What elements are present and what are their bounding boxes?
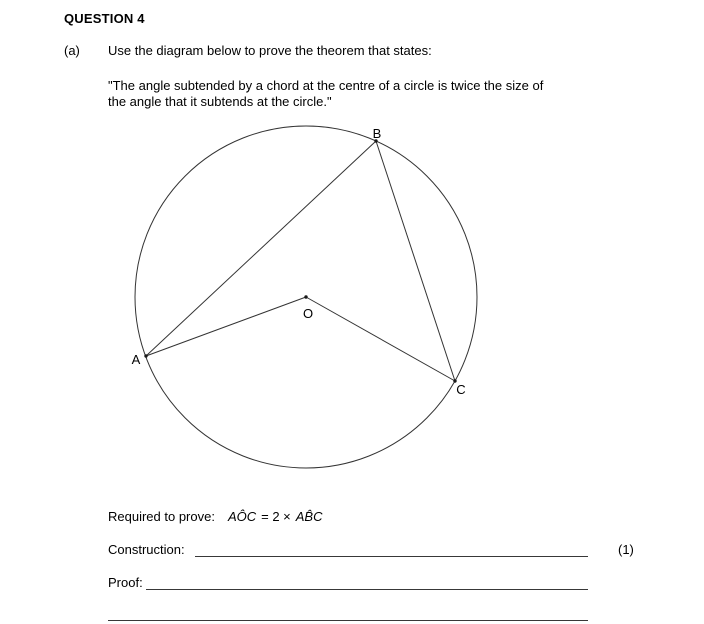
proof-label: Proof:: [108, 575, 143, 590]
required-to-prove-row: [108, 509, 323, 524]
construction-label: Construction:: [108, 542, 185, 557]
equation-rhs: AB̂C: [295, 509, 323, 524]
chord-ab: [146, 141, 376, 356]
instruction-text: Use the diagram below to prove the theorem that states:: [108, 43, 432, 58]
part-label: (a): [64, 43, 80, 58]
theorem-line-2: the angle that it subtends at the circle.": [108, 94, 332, 109]
radius-oa: [146, 297, 306, 356]
proof-answer-line-2: [108, 620, 588, 621]
question-title: QUESTION 4: [64, 11, 145, 26]
point-b-label: B: [372, 126, 382, 141]
chord-bc: [376, 141, 455, 381]
mark-allocation: (1): [618, 542, 634, 557]
radius-oc: [306, 297, 455, 381]
proof-answer-line: [146, 589, 588, 590]
circle-theorem-diagram: [125, 116, 487, 478]
prove-equation: [228, 509, 323, 524]
required-to-prove-label: Required to prove:: [108, 509, 215, 524]
point-a-label: A: [131, 352, 141, 367]
point-a-dot: [144, 354, 147, 357]
point-c-label: C: [456, 382, 466, 397]
theorem-line-1: "The angle subtended by a chord at the centre of a circle is twice the size of: [108, 78, 544, 93]
theorem-statement: [108, 78, 543, 110]
construction-answer-line: [195, 556, 588, 557]
centre-o-label: O: [302, 306, 314, 321]
equation-relation: = 2 ×: [261, 509, 291, 524]
centre-o-dot: [304, 295, 307, 298]
equation-lhs: AÔC: [227, 509, 257, 524]
